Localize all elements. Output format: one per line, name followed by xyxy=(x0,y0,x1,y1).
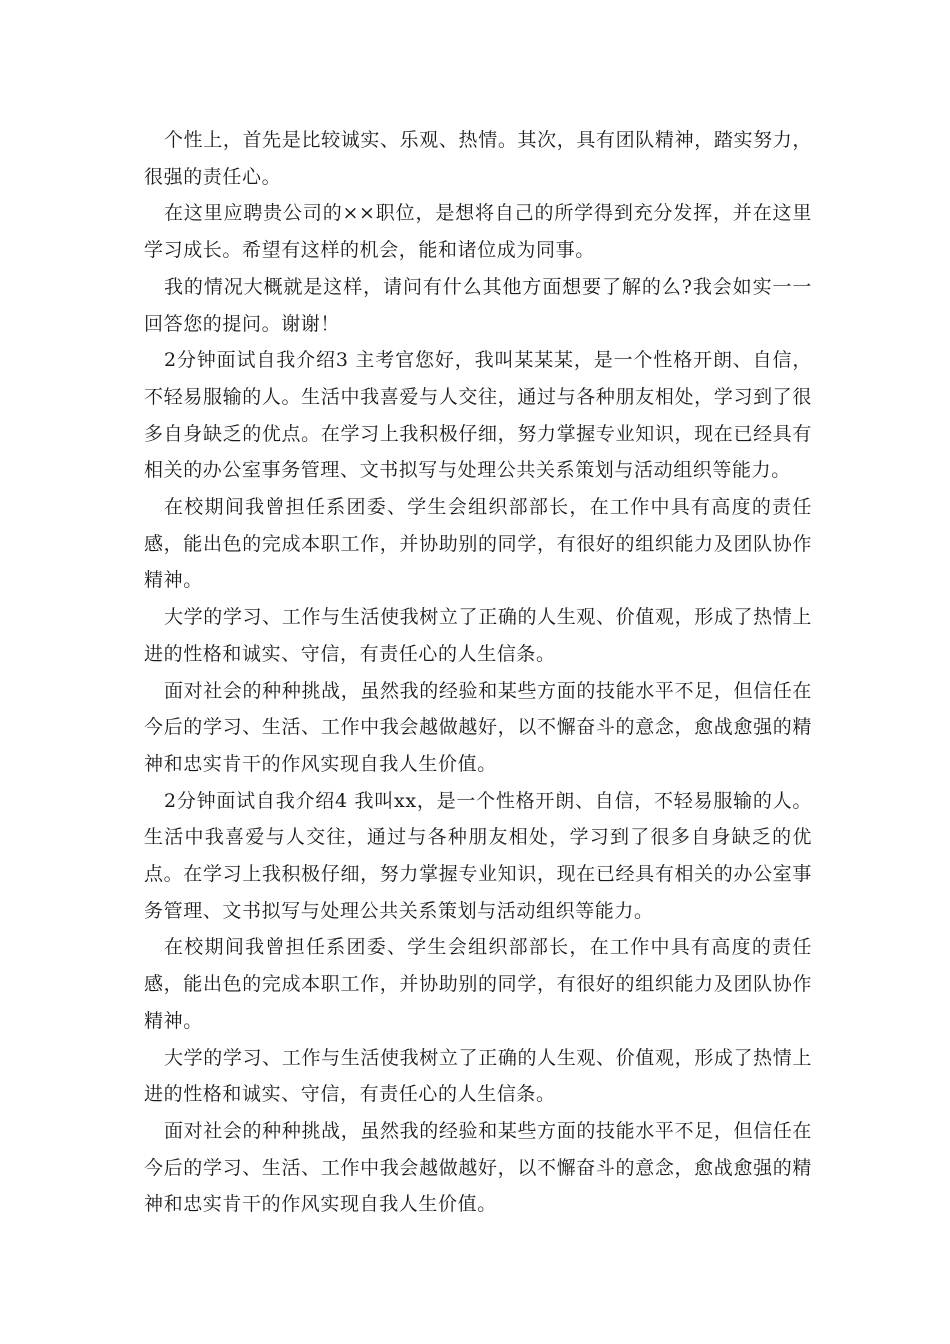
paragraph-intro-4: 2分钟面试自我介绍4 我叫xx，是一个性格开朗、自信，不轻易服输的人。生活中我喜爱与人交往，通过与各种朋友相处，学习到了很多自身缺乏的优点。在学习上我积极仔细，努力掌握专业知识，现在已经具有相关的办公室事务管理、文书拟写与处理公共关系策划与活动组织等能力。 xyxy=(144,789,812,922)
paragraph-closing-question: 我的情况大概就是这样，请问有什么其他方面想要了解的么?我会如实一一回答您的提问。谢谢！ xyxy=(144,275,812,335)
paragraph-application-reason: 在这里应聘贵公司的××职位，是想将自己的所学得到充分发挥，并在这里学习成长。希望有这样的机会，能和诸位成为同事。 xyxy=(144,202,812,262)
paragraph-personality: 个性上，首先是比较诚实、乐观、热情。其次，具有团队精神，踏实努力，很强的责任心。 xyxy=(144,129,812,188)
document-body xyxy=(144,122,812,1223)
paragraph-campus-experience: 在校期间我曾担任系团委、学生会组织部部长，在工作中具有高度的责任感，能出色的完成本职工作，并协助别的同学，有很好的组织能力及团队协作精神。 xyxy=(144,496,812,592)
paragraph-campus-experience-2: 在校期间我曾担任系团委、学生会组织部部长，在工作中具有高度的责任感，能出色的完成本职工作，并协助别的同学，有很好的组织能力及团队协作精神。 xyxy=(144,936,812,1032)
paragraph-challenges: 面对社会的种种挑战，虽然我的经验和某些方面的技能水平不足，但信任在今后的学习、生活、工作中我会越做越好，以不懈奋斗的意念，愈战愈强的精神和忠实肯干的作风实现自我人生价值。 xyxy=(144,679,812,775)
paragraph-university-life: 大学的学习、工作与生活使我树立了正确的人生观、价值观，形成了热情上进的性格和诚实、守信，有责任心的人生信条。 xyxy=(144,606,812,665)
paragraph-intro-3: 2分钟面试自我介绍3 主考官您好，我叫某某某，是一个性格开朗、自信，不轻易服输的人。生活中我喜爱与人交往，通过与各种朋友相处，学习到了很多自身缺乏的优点。在学习上我积极仔细，努力掌握专业知识，现在已经具有相关的办公室事务管理、文书拟写与处理公共关系策划与活动组织等能力。 xyxy=(144,349,812,482)
paragraph-university-life-2: 大学的学习、工作与生活使我树立了正确的人生观、价值观，形成了热情上进的性格和诚实、守信，有责任心的人生信条。 xyxy=(144,1046,812,1106)
paragraph-challenges-2: 面对社会的种种挑战，虽然我的经验和某些方面的技能水平不足，但信任在今后的学习、生活、工作中我会越做越好，以不懈奋斗的意念，愈战愈强的精神和忠实肯干的作风实现自我人生价值。 xyxy=(144,1119,812,1216)
